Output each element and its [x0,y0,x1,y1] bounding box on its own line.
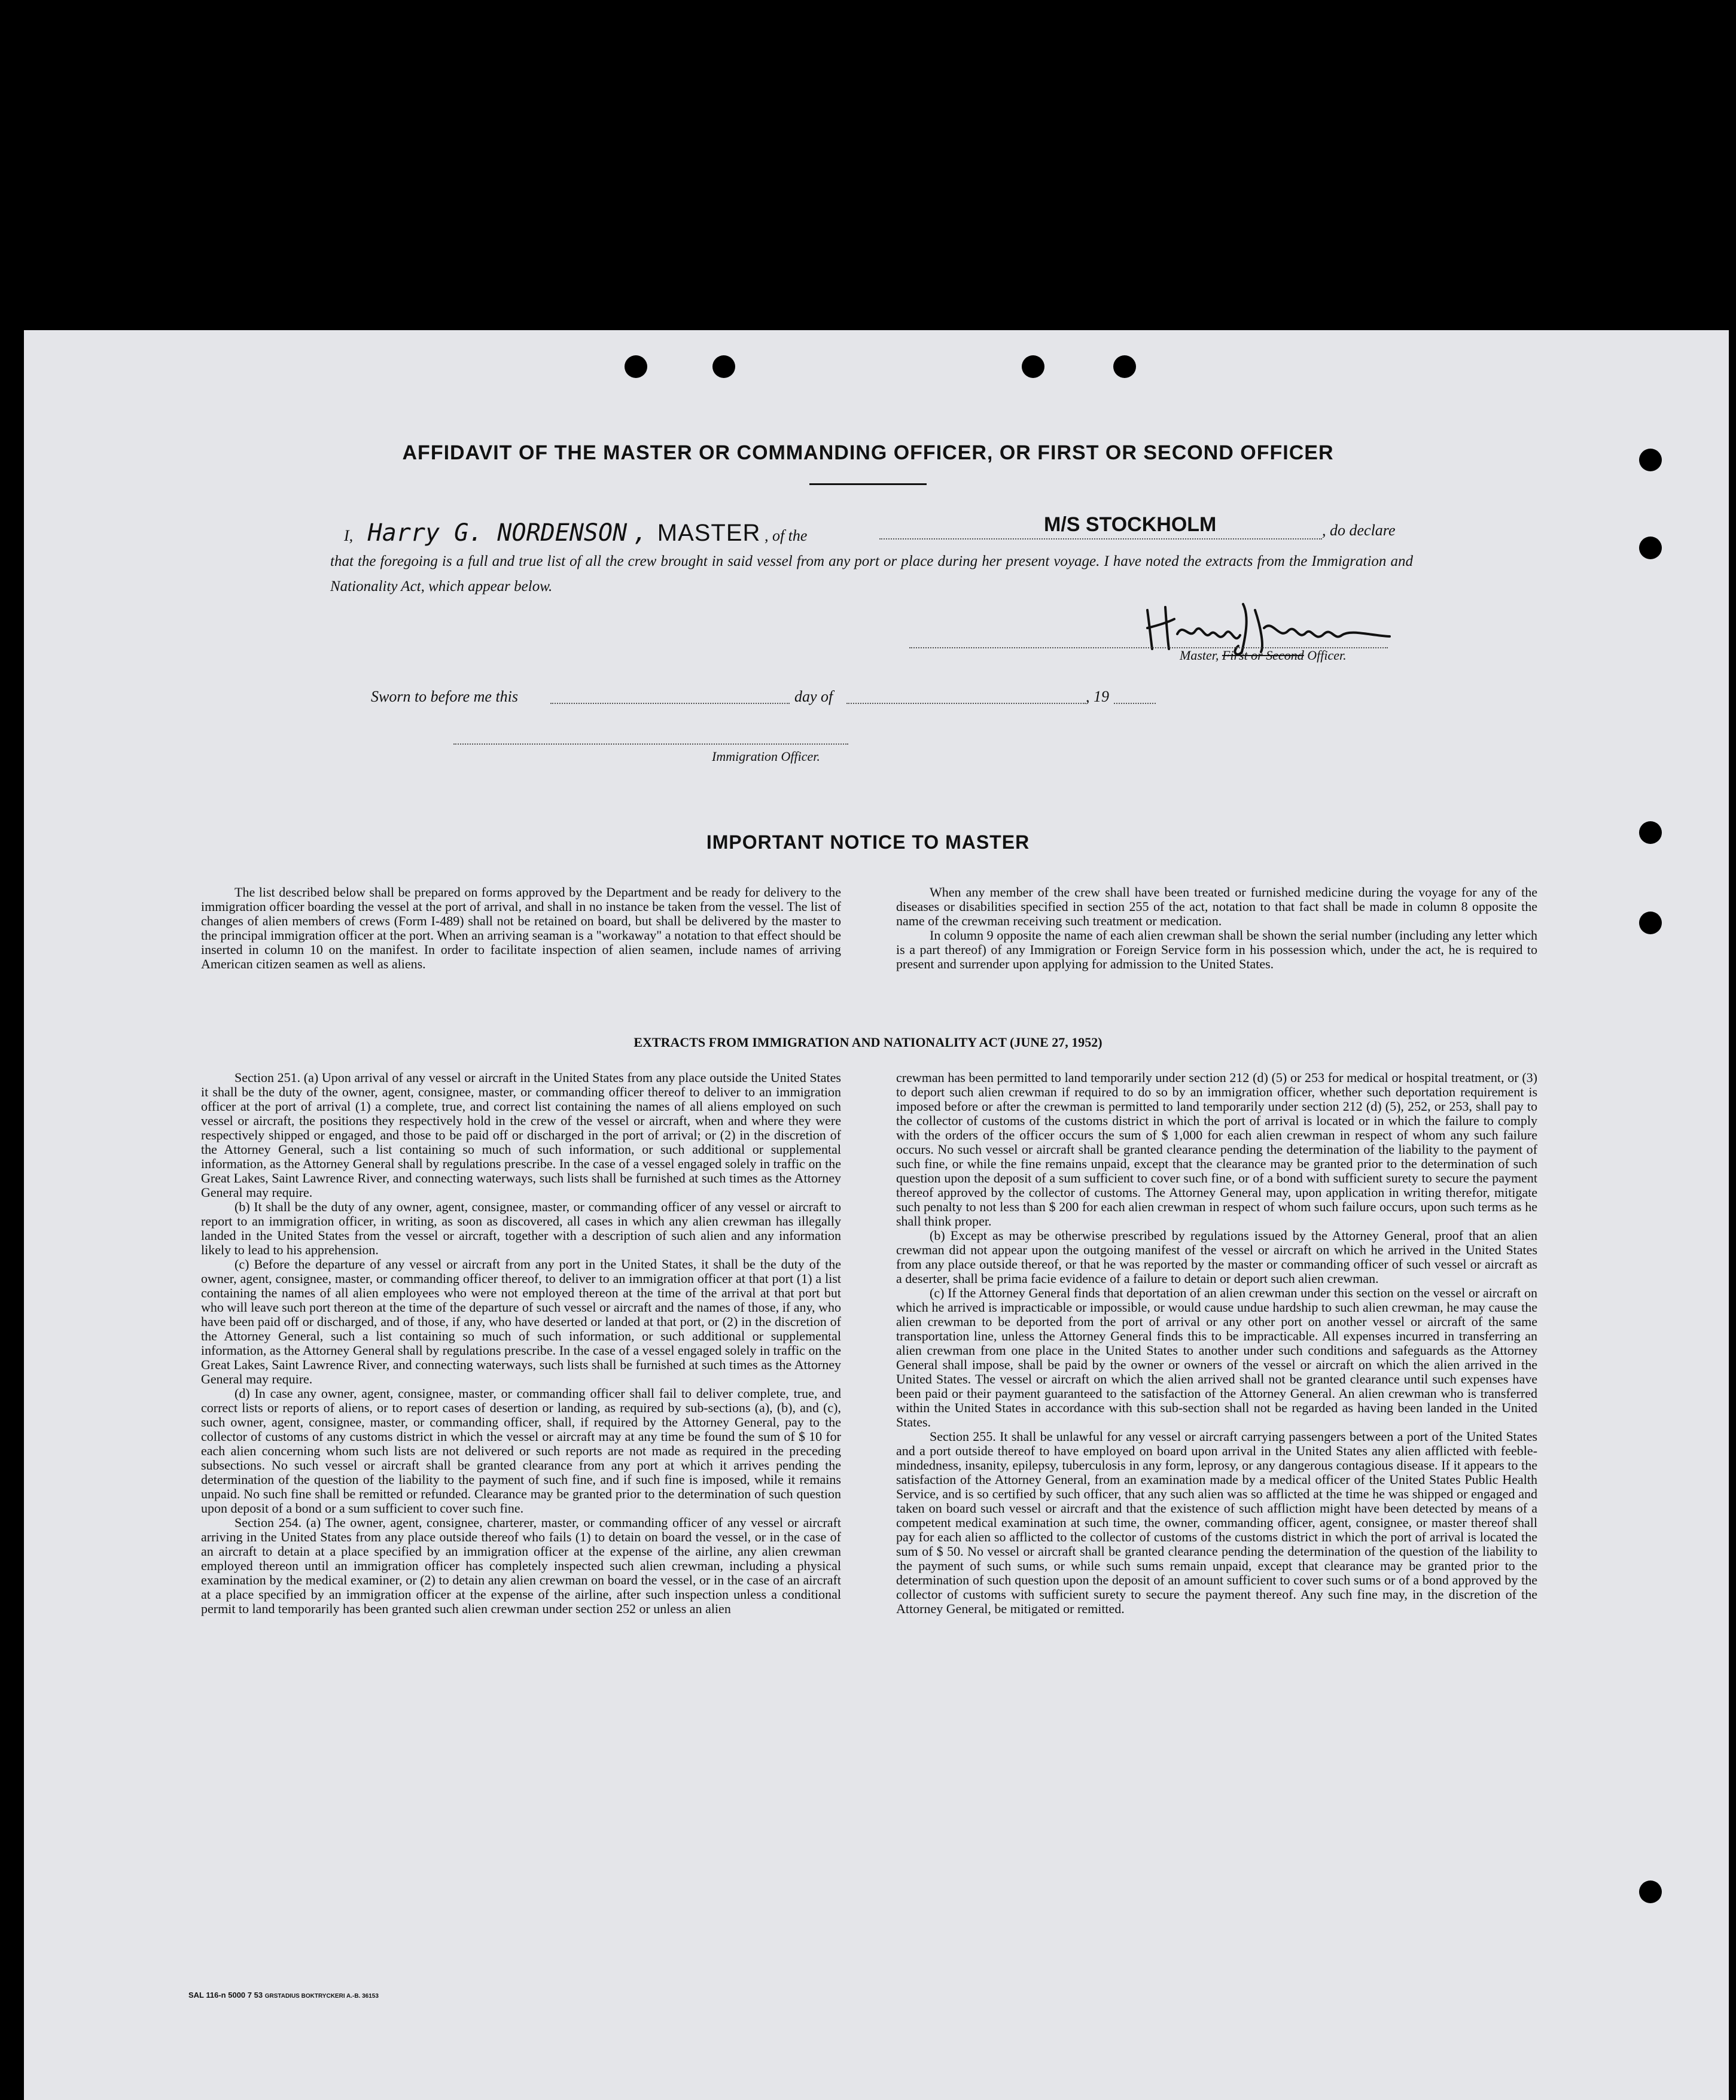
section-251-d: (d) In case any owner, agent, consignee, master, or commanding officer shall fail to deliver complete, true, and correct lists or reports of aliens, or to report cases of desertion or landing, as required by sub-sections (a), (b), and (c), such owner, agent, consignee, master, or commanding officer, shall, if required by the Attorney General, pay to the collector of customs of any customs district in which the vessel or aircraft may at any time be found the sum of $ 10 for each alien concerning whom such lists are not delivered or such reports are not made as required in the preceding subsections. No such vessel or aircraft shall be granted clearance from any port at which it arrives pending the determination of the question of the liability to the payment of such fine, and if such fine is imposed, while it remains unpaid. No such fine shall be remitted or refunded. Clearance may be granted prior to the determination of such question upon deposit of a bond or a sum sufficient to cover such fine. [201,1386,841,1516]
section-254-a-continued: crewman has been permitted to land temporarily under section 212 (d) (5) or 253 for medical or hospital treatment, or (3) to deport such alien crewman if required to do so by an immigration officer, whether such deportation requirement is imposed before or after the crewman is permitted to land temporarily under section 212 (d) (5), 252, or 253, shall pay to the collector of customs of the customs district in which the port of arrival is located or in which the failure to comply with the orders of the officer occurs the sum of $ 1,000 for each alien crewman in respect of whom any such failure occurs. No such vessel or aircraft shall be granted clearance pending the determination of the liability to the payment of such fine, or while the fine remains unpaid, except that the clearance may be granted prior to the determination of such question upon the deposit of a sum sufficient to cover such fine, or of a bond with sufficient surety to secure the payment thereof approved by the collector of customs. The Attorney General may, upon application in writing therefor, mitigate such penalty to not less than $ 200 for each alien crewman in respect of whom such failure occurs, upon such terms as he shall think proper. [896,1070,1537,1229]
sworn-date-line [550,703,790,704]
year-line [1114,703,1156,704]
section-255: Section 255. It shall be unlawful for any vessel or aircraft carrying passengers between a port of the United States and a port outside thereof to have employed on board upon arrival in the United States any alien afflicted with feeble-mindedness, insanity, epilepsy, tuberculosis in any form, leprosy, or any dangerous contagious disease. If it appears to the satisfaction of the Attorney General, from an examination made by a medical officer of the United States Public Health Service, and is so certified by such officer, that any such alien was so afflicted at the time he was shipped or engaged and taken on board such vessel or aircraft and that the existence of such affliction might have been detected by means of a competent medical examination at such time, the owner, commanding officer, agent, consignee, or master thereof shall pay for each alien so afflicted to the collector of customs of the customs district in which the port of arrival is located the sum of $ 50. No vessel or aircraft shall be granted clearance pending the determination of the question of the liability to the payment of such sums, or while such sums remain unpaid, except that clearance may be granted prior to the determination of such question upon the deposit of an amount sufficient to cover such sums or of a bond approved by the collector of customs with sufficient surety to secure the payment thereof. Any such fine may, in the discretion of the Attorney General, be mitigated or remitted. [896,1429,1537,1616]
notice-title: IMPORTANT NOTICE TO MASTER [706,831,1030,853]
affidavit-title: AFFIDAVIT OF THE MASTER OR COMMANDING OFFICER, OR FIRST OR SECOND OFFICER [402,441,1334,464]
punch-hole-right-4 [1639,912,1662,934]
form-footer [188,1991,379,2000]
immigration-officer-line [453,743,848,745]
declaration-line [344,519,807,547]
section-251-c: (c) Before the departure of any vessel or aircraft from any port in the United States, it shall be the duty of the owner, agent, consignee, master, or commanding officer thereof, to deliver to an immigration officer at that port (1) a list containing the names of all alien employees who were not employed thereon at the time of the arrival at that port but who will leave such port thereon at the time of the departure of such vessel or aircraft and the names of those, if any, who have been paid off or discharged, and of those, if any, who have deserted or landed at that port, or (2) in the discretion of the Attorney General, such a list containing so much of such information, or such additional or supplemental information, as the Attorney General shall by regulations prescribe. In the case of a vessel engaged solely in traffic on the Great Lakes, Saint Lawrence River, and connecting waterways, such lists shall be furnished at such times as the Attorney General may require. [201,1257,841,1386]
section-251-a: Section 251. (a) Upon arrival of any vessel or aircraft in the United States from any place outside the United States it shall be the duty of the owner, agent, consignee, master, or commanding officer thereof to deliver to an immigration officer at the port of arrival (1) a complete, true, and correct list containing the names of all aliens employed on such vessel or aircraft, the positions they respectively hold in the crew of the vessel or aircraft, when and where they were respectively shipped or engaged, and those to be paid off or discharged in the port of arrival; or (2) in the discretion of the Attorney General, such a list containing so much of such information, or such additional or supplemental information, as the Attorney General shall by regulations prescribe. In the case of a vessel engaged solely in traffic on the Great Lakes, Saint Lawrence River, and connecting waterways, such lists shall be furnished at such times as the Attorney General may require. [201,1070,841,1200]
notice-right-paragraph-2: In column 9 opposite the name of each alien crewman shall be shown the serial number (including any letter which is a part thereof) of any Immigration or Foreign Service form in his possession which, under the act, he is required to present and surrender upon applying for admission to the United States. [896,928,1537,971]
caption-struck-first-second: First or Second [1222,648,1304,663]
punch-hole-right-2 [1639,537,1662,559]
section-254-a: Section 254. (a) The owner, agent, consignee, charterer, master, or commanding officer of any vessel or aircraft arriving in the United States from any place outside thereof who fails (1) to detain on board the vessel, or in the case of an aircraft to detain at a place specified by an immigration officer at the expense of the airline, any alien crewman employed thereon until an immigration officer has completely inspected such alien crewman, including a physical examination by the medical examiner, or (2) to detain any alien crewman on board the vessel, or in the case of an aircraft at a place specified by an immigration officer at the expense of the airline, after such inspection unless a conditional permit to land temporarily has been granted such alien crewman under section 252 or unless an alien [201,1515,841,1616]
signature-caption [1180,648,1347,663]
punch-hole-right-5 [1639,1880,1662,1903]
immigration-officer-caption: Immigration Officer. [712,749,820,764]
section-254-b: (b) Except as may be otherwise prescribed by regulations issued by the Attorney General, proof that an alien crewman did not appear upon the outgoing manifest of the vessel or aircraft on which he arrived in the United States from any place outside thereof, or that he was reported by the master or commanding officer of such vessel or aircraft as a deserter, shall be prima facie evidence of a failure to detain or deport such alien crewman. [896,1228,1537,1286]
caption-officer: Officer. [1307,648,1347,663]
caption-master: Master, [1180,648,1219,663]
declaration-text: that the foregoing is a full and true list of all the crew brought in said vessel from any port or place during her present voyage. I have noted the extracts from the Immigration and Nationality Act, which appear below. [330,553,1413,595]
sworn-label: Sworn to before me this [371,688,519,705]
section-251-b: (b) It shall be the duty of any owner, agent, consignee, master, or commanding officer of any vessel or aircraft to report to an immigration officer, in writing, as soon as discovered, all cases in which any alien crewman has illegally landed in the United States from the vessel or aircraft, together with a description of such alien and any information likely to lead to his apprehension. [201,1199,841,1257]
extracts-left-column [201,1071,841,1616]
reverse-side-bleed-through [323,392,1675,428]
master-name-handwritten: Harry G. NORDENSON [367,519,628,547]
form-code: SAL 116-n 5000 7 53 [188,1991,263,2000]
title-divider [809,483,927,485]
declarant-pronoun: I, [344,527,354,544]
notice-right-column [896,885,1537,971]
sworn-line [371,688,518,706]
do-declare-label: , do declare [1322,522,1396,539]
section-254-c: (c) If the Attorney General finds that deportation of an alien crewman under this section on the vessel or aircraft on which he arrived is impracticable or impossible, or would cause undue hardship to such alien crewman, he may cause the alien crewman to be deported from the port of arrival or any other port on another vessel or aircraft of the same transportation line, unless the Attorney General finds this to be impracticable. All expenses incurred in transferring an alien crewman from one place in the United States to another under such conditions and safeguards as the Attorney General shall impose, shall be paid by the owner or owners of the vessel or aircraft on which the alien arrived in the United States. The vessel or aircraft on which the alien arrived shall not be granted clearance until such expenses have been paid or their payment guaranteed to the satisfaction of the Attorney General. An alien crewman who is transferred within the United States in accordance with this sub-section shall not be regarded as having been landed in the United States. [896,1285,1537,1430]
vessel-name-line [879,538,1322,540]
punch-hole-top-3 [1022,355,1044,378]
notice-left-paragraph: The list described below shall be prepared on forms approved by the Department and be ready for delivery to the immigration officer boarding the vessel at the port of arrival, and shall in no instance be taken from the vessel. The list of changes of alien members of crews (Form I-489) shall not be retained on board, but shall be delivered by the master to the principal immigration officer at the port. When an arriving seaman is a "workaway" a notation to that effect should be inserted in column 10 on the manifest. In order to facilitate inspection of alien seamen, include names of arriving American citizen seamen as well as aliens. [201,885,841,971]
extracts-title: EXTRACTS FROM IMMIGRATION AND NATIONALITY ACT (JUNE 27, 1952) [634,1035,1102,1050]
punch-hole-top-4 [1113,355,1136,378]
extracts-right-column [896,1071,1537,1616]
master-role-handwritten: MASTER [657,520,761,546]
printer-imprint: GRSTADIUS BOKTRYCKERI A.-B. 36153 [264,1993,379,2000]
day-of-label: day of [794,688,833,705]
of-the-label: , of the [764,527,808,544]
vessel-name-stamp: M/S STOCKHOLM [1044,513,1217,536]
month-line [846,703,1086,704]
punch-hole-top-2 [712,355,735,378]
notice-right-paragraph-1: When any member of the crew shall have been treated or furnished medicine during the voyage for any of the diseases or disabilities specified in section 255 of the act, notation to that fact shall be made in column 8 opposite the name of the crewman receiving such treatment or medication. [896,885,1537,928]
punch-hole-top-1 [625,355,647,378]
name-separator: , [633,519,648,547]
notice-left-column [201,885,841,971]
year-label: , 19 [1086,688,1109,705]
